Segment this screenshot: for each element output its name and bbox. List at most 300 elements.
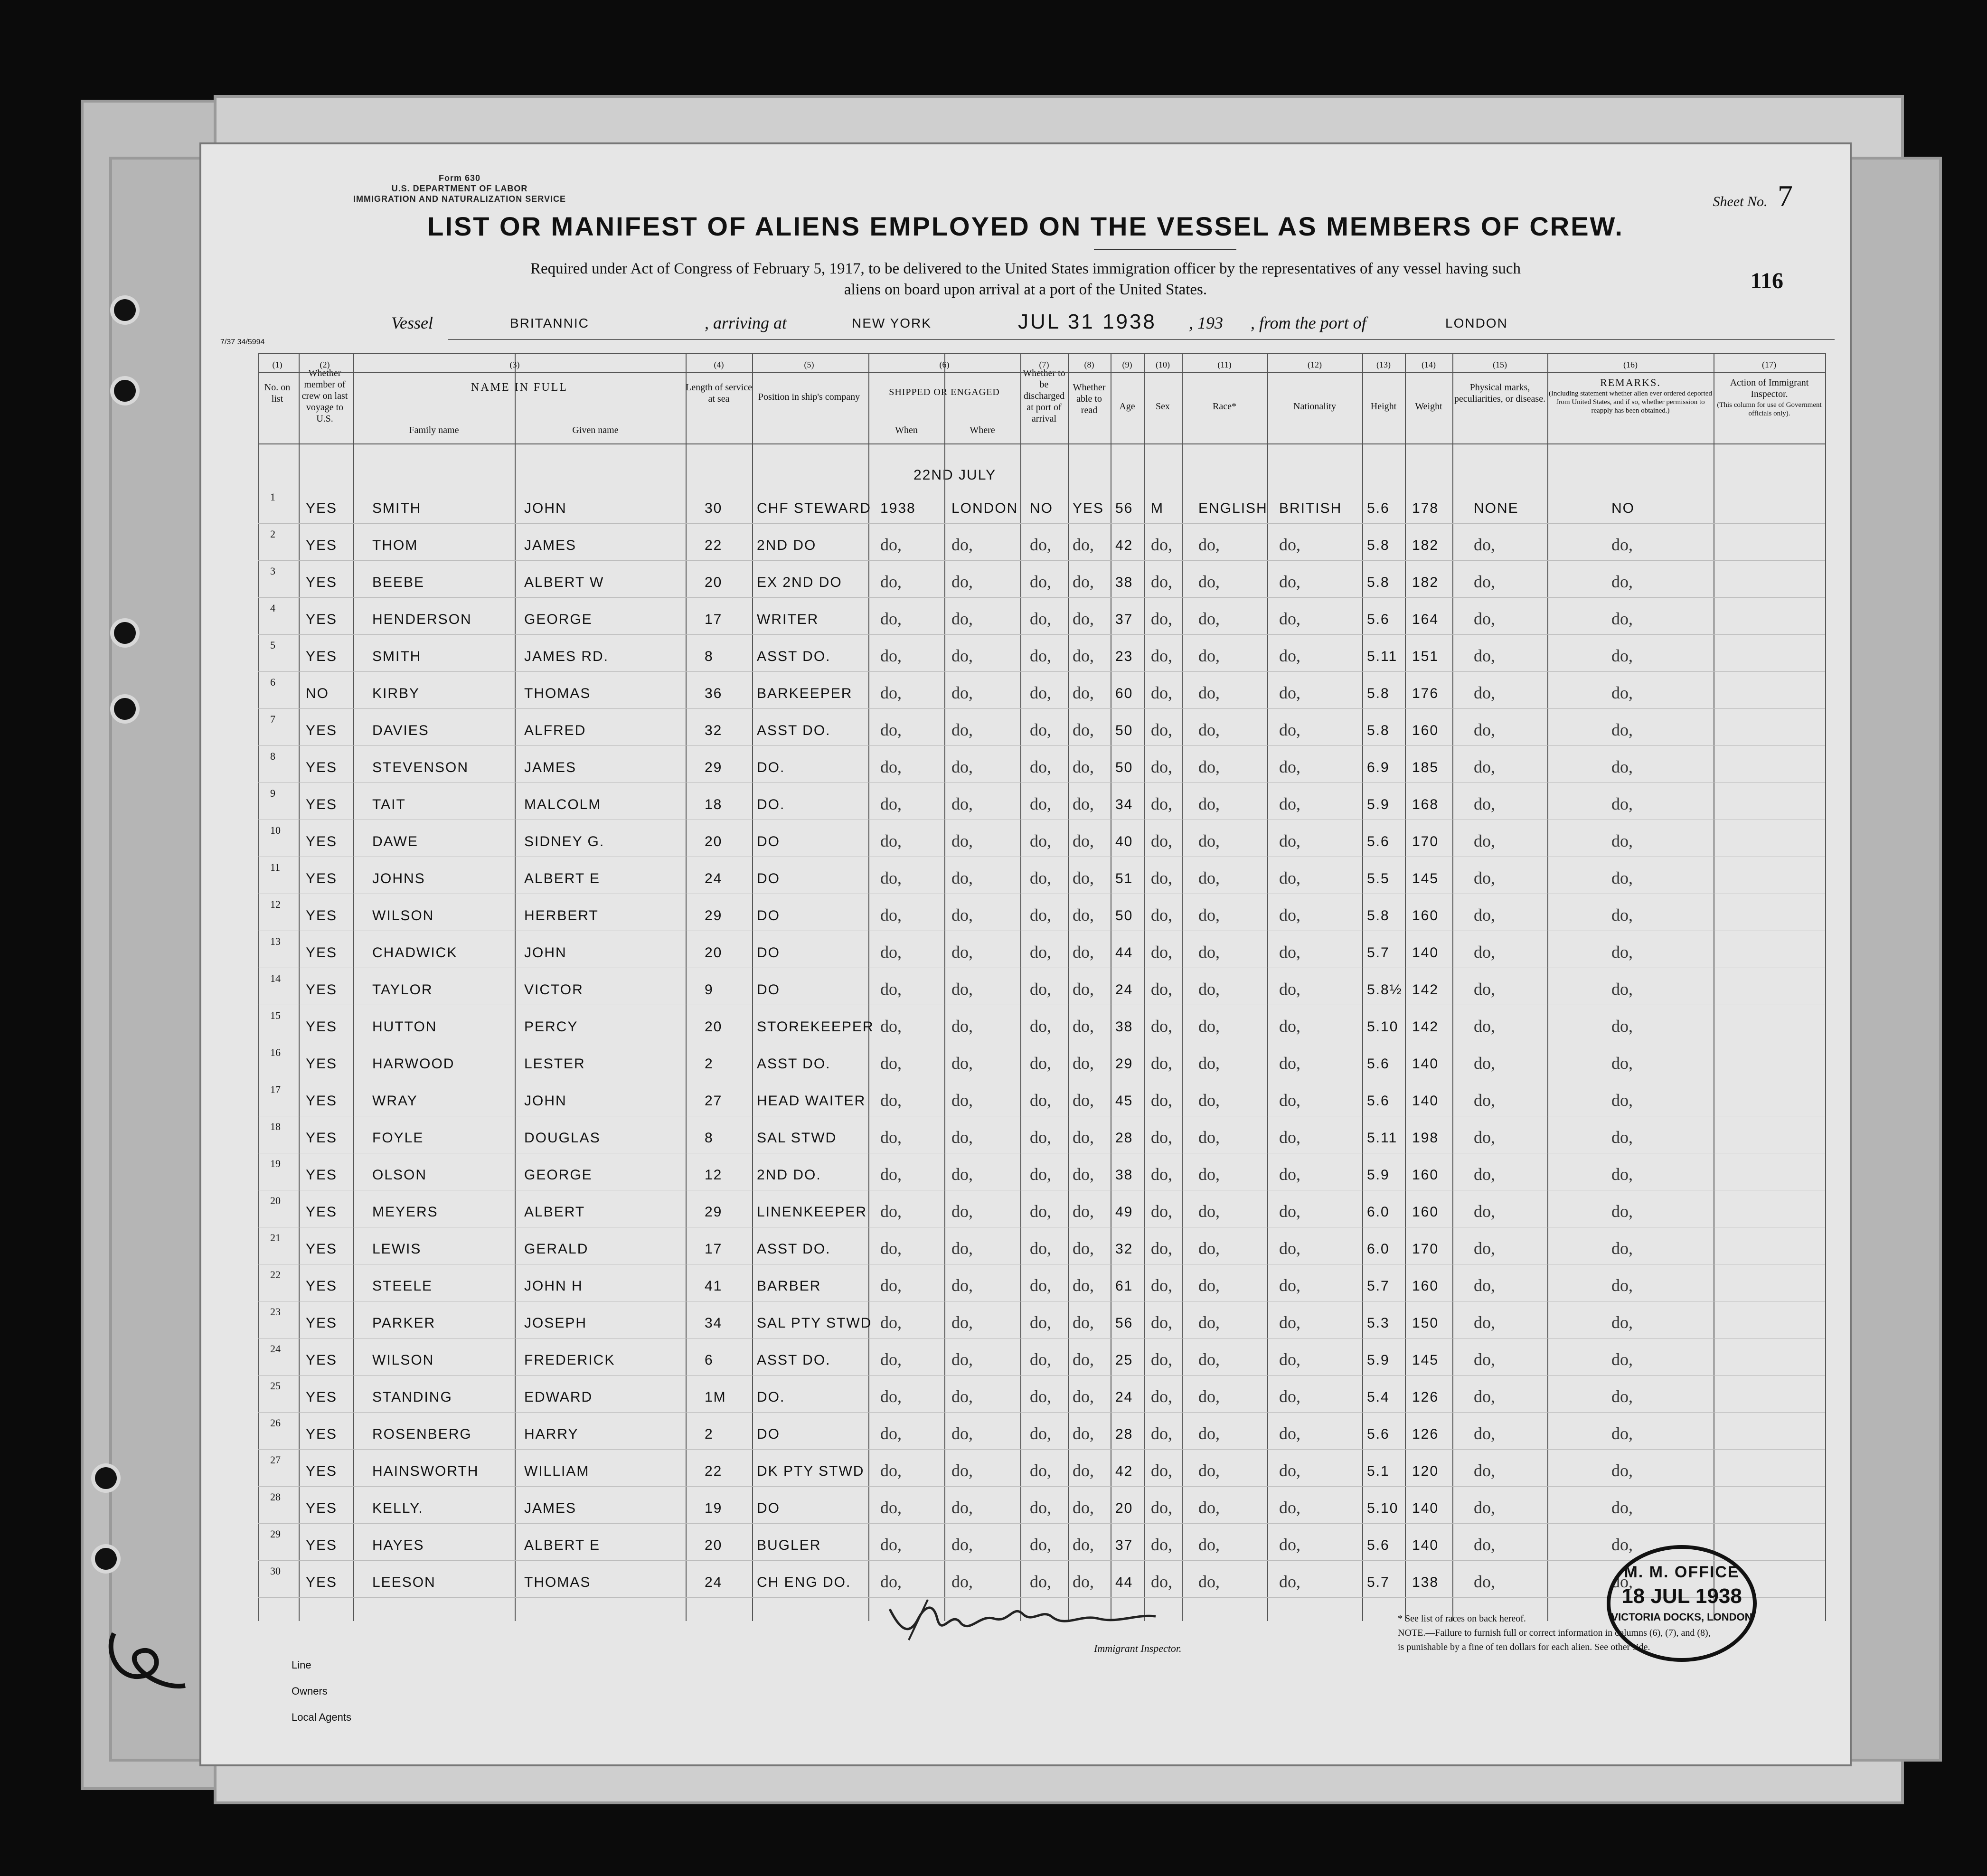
length-of-service: 34 [705,1315,723,1331]
family-name: WILSON [372,1352,434,1368]
row-number: 25 [270,1380,281,1392]
remarks: do, [1611,1128,1633,1147]
subtitle-line-2: aliens on board upon arrival at a port of the United States. [844,281,1207,298]
given-name: HARRY [524,1426,579,1442]
shipped-when: do, [880,1276,902,1295]
length-of-service: 12 [705,1167,723,1183]
shipped-when: do, [880,1387,902,1406]
race: do, [1198,868,1220,887]
shipped-when: do, [880,1054,902,1073]
length-of-service: 29 [705,908,723,924]
weight: 120 [1412,1463,1439,1479]
header-height: Height [1370,401,1397,412]
member-last-voyage: YES [306,1241,338,1257]
physical-marks: do, [1474,1276,1495,1295]
sex: do, [1151,646,1172,665]
stamp-office: M. M. OFFICE [1624,1563,1740,1581]
weight: 145 [1412,871,1439,886]
sex: do, [1151,757,1172,776]
position: DO [757,1500,780,1516]
member-last-voyage: YES [306,760,338,775]
able-to-read: do, [1073,757,1094,776]
weight: 138 [1412,1574,1439,1590]
shipped-where: do, [951,1054,973,1073]
age: 44 [1115,1574,1133,1590]
race: do, [1198,905,1220,924]
shipped-when: do, [880,535,902,554]
column-number: (3) [509,360,520,369]
position: LINENKEEPER [757,1204,867,1220]
table-row [258,713,1825,755]
weight: 160 [1412,1204,1439,1220]
row-number: 10 [270,824,281,836]
remarks: do, [1611,535,1633,554]
discharged: do, [1030,1350,1051,1369]
nationality: do, [1279,868,1300,887]
able-to-read: do, [1073,609,1094,628]
member-last-voyage: YES [306,537,338,553]
table-row [258,1232,1825,1273]
column-number: (16) [1623,360,1638,369]
position: DO [757,982,780,998]
given-name: JAMES [524,760,577,775]
shipped-where: do, [951,1387,973,1406]
table-row [258,676,1825,718]
age: 44 [1115,945,1133,961]
nationality: do, [1279,1091,1300,1110]
discharged: do, [1030,831,1051,850]
given-name: THOMAS [524,686,591,701]
remarks: do, [1611,609,1633,628]
arriving-label: , arriving at [705,313,787,332]
age: 37 [1115,612,1133,627]
nationality: do, [1279,1313,1300,1332]
height: 6.0 [1367,1241,1390,1257]
column-number: (1) [272,360,283,369]
able-to-read: do, [1073,646,1094,665]
row-number: 27 [270,1454,281,1466]
age: 50 [1115,723,1133,738]
table-row [258,1084,1825,1125]
row-number: 23 [270,1306,281,1318]
shipped-where: LONDON [951,500,1018,516]
header-given-name: Given name [572,425,619,435]
height: 5.6 [1367,1056,1390,1072]
binder-hole [114,299,136,321]
given-name: JOHN [524,1093,567,1109]
row-number: 17 [270,1084,281,1095]
binder-hole [114,698,136,720]
remarks: do, [1611,1424,1633,1443]
height: 5.5 [1367,871,1390,886]
race: do, [1198,535,1220,554]
height: 6.0 [1367,1204,1390,1220]
column-number: (8) [1084,360,1094,369]
shipped-when: do, [880,1239,902,1258]
race: do, [1198,1165,1220,1184]
age: 32 [1115,1241,1133,1257]
nationality: do, [1279,1461,1300,1480]
length-of-service: 22 [705,537,723,553]
remarks: do, [1611,1017,1633,1036]
age: 45 [1115,1093,1133,1109]
height: 5.9 [1367,1352,1390,1368]
nationality: do, [1279,943,1300,962]
weight: 160 [1412,1278,1439,1294]
member-last-voyage: YES [306,1278,338,1294]
position: ASST DO. [757,1241,831,1257]
remarks: do, [1611,794,1633,813]
nationality: do, [1279,1535,1300,1554]
position: EX 2ND DO [757,575,842,590]
header-discharged: Whether to be discharged at port of arrival [1023,368,1065,424]
remarks: do, [1611,1276,1633,1295]
height: 5.8 [1367,537,1390,553]
inspector-label: Immigrant Inspector. [1094,1642,1182,1654]
race: do, [1198,1535,1220,1554]
family-name: JOHNS [372,871,425,886]
sex: do, [1151,1572,1172,1591]
shipped-when: do, [880,1165,902,1184]
able-to-read: do, [1073,1535,1094,1554]
member-last-voyage: YES [306,1389,338,1405]
remarks: do, [1611,1350,1633,1369]
length-of-service: 19 [705,1500,723,1516]
age: 42 [1115,537,1133,553]
weight: 140 [1412,1093,1439,1109]
position: CHF STEWARD [757,500,871,516]
header-action: Action of Immigrant Inspector. [1730,377,1809,399]
physical-marks: do, [1474,980,1495,999]
row-number: 24 [270,1343,281,1355]
position: DO [757,1426,780,1442]
member-last-voyage: YES [306,834,338,849]
shipped-when: do, [880,980,902,999]
height: 5.9 [1367,1167,1390,1183]
table-row [258,1343,1825,1385]
header-nationality: Nationality [1293,401,1336,412]
sex: do, [1151,1387,1172,1406]
header-family-name: Family name [409,425,459,435]
able-to-read: do, [1073,831,1094,850]
age: 38 [1115,1167,1133,1183]
remarks: do, [1611,1387,1633,1406]
sex: do, [1151,1276,1172,1295]
remarks: do, [1611,646,1633,665]
table-row [258,1121,1825,1162]
header-shipped: SHIPPED OR ENGAGED [889,387,1000,397]
shipped-where: do, [951,794,973,813]
header-sex: Sex [1156,401,1170,412]
race: do, [1198,1128,1220,1147]
shipped-when: do, [880,943,902,962]
race: do, [1198,1054,1220,1073]
given-name: GEORGE [524,612,593,627]
shipped-when: do, [880,609,902,628]
length-of-service: 20 [705,1537,723,1553]
length-of-service: 29 [705,760,723,775]
shipped-when: do, [880,757,902,776]
table-row [258,972,1825,1014]
able-to-read: do, [1073,1091,1094,1110]
table-row [258,1046,1825,1088]
discharged: do, [1030,905,1051,924]
column-number: (14) [1422,360,1436,369]
position: DO [757,945,780,961]
nationality: do, [1279,905,1300,924]
able-to-read: do, [1073,1424,1094,1443]
nationality: do, [1279,720,1300,739]
header-able-read: Whether able to read [1073,382,1106,415]
height: 5.9 [1367,797,1390,812]
nationality: BRITISH [1279,500,1342,516]
member-last-voyage: YES [306,1130,338,1146]
nationality: do, [1279,609,1300,628]
physical-marks: do, [1474,572,1495,591]
physical-marks: do, [1474,1165,1495,1184]
given-name: VICTOR [524,982,584,998]
shipped-where: do, [951,1424,973,1443]
vessel-label: Vessel [391,313,433,332]
race: do, [1198,683,1220,702]
table-row [258,491,1825,533]
family-name: KIRBY [372,686,420,701]
shipped-when: do, [880,1424,902,1443]
column-number: (11) [1217,360,1232,369]
shipped-where: do, [951,905,973,924]
shipped-where: do, [951,1276,973,1295]
column-number: (12) [1308,360,1322,369]
race: do, [1198,1350,1220,1369]
age: 61 [1115,1278,1133,1294]
age: 24 [1115,982,1133,998]
table-row [258,824,1825,866]
member-last-voyage: YES [306,871,338,886]
shipped-where: do, [951,683,973,702]
weight: 140 [1412,1056,1439,1072]
column-number: (2) [320,360,330,369]
physical-marks: do, [1474,757,1495,776]
weight: 151 [1412,649,1439,664]
binder-hole [114,380,136,402]
remarks: do, [1611,1498,1633,1517]
length-of-service: 24 [705,871,723,886]
weight: 185 [1412,760,1439,775]
height: 5.6 [1367,1093,1390,1109]
weight: 164 [1412,612,1439,627]
row-number: 18 [270,1121,281,1132]
age: 51 [1115,871,1133,886]
sex: do, [1151,1054,1172,1073]
family-name: DAWE [372,834,418,849]
given-name: JOHN H [524,1278,583,1294]
height: 5.6 [1367,500,1390,516]
age: 56 [1115,500,1133,516]
race: do, [1198,794,1220,813]
able-to-read: do, [1073,683,1094,702]
nationality: do, [1279,1387,1300,1406]
position: DO. [757,797,785,812]
physical-marks: do, [1474,535,1495,554]
title-rule [1094,249,1236,250]
weight: 142 [1412,982,1439,998]
physical-marks: do, [1474,1572,1495,1591]
given-name: ALBERT E [524,1537,600,1553]
table-row [258,1158,1825,1199]
physical-marks: NONE [1474,500,1519,516]
column-number: (7) [1039,360,1049,369]
row-number: 4 [270,602,275,614]
shipped-where: do, [951,1535,973,1554]
able-to-read: do, [1073,1572,1094,1591]
height: 5.11 [1367,1130,1398,1146]
member-last-voyage: YES [306,1463,338,1479]
shipped-when: do, [880,646,902,665]
sex: do, [1151,1535,1172,1554]
shipped-where: do, [951,572,973,591]
discharged: do, [1030,1424,1051,1443]
member-last-voyage: YES [306,649,338,664]
header-remarks-note: (Including statement whether alien ever ordered deported from United States, and if so, whether permission to reapply has been obtained.) [1548,390,1713,415]
family-name: BEEBE [372,575,425,590]
race: do, [1198,1498,1220,1517]
shipped-where: do, [951,980,973,999]
length-of-service: 17 [705,612,723,627]
sheet-value: 7 [1778,179,1793,213]
sex: do, [1151,720,1172,739]
shipped-when: do, [880,1017,902,1036]
shipped-when: 1938 [880,500,916,516]
family-name: STANDING [372,1389,452,1405]
length-of-service: 36 [705,686,723,701]
position: 2ND DO [757,537,817,553]
shipped-when: do, [880,831,902,850]
shipped-when: do, [880,1461,902,1480]
table-row [258,1380,1825,1422]
footnote-line-2: NOTE.—Failure to furnish full or correct information in columns (6), (7), and (8), [1398,1628,1711,1638]
shipped-when: do, [880,1202,902,1221]
page-title: LIST OR MANIFEST OF ALIENS EMPLOYED ON THE VESSEL AS MEMBERS OF CREW. [427,211,1624,241]
row-number: 11 [270,861,281,873]
age: 38 [1115,575,1133,590]
row-number: 26 [270,1417,281,1429]
height: 6.9 [1367,760,1390,775]
family-name: HUTTON [372,1019,437,1035]
page-number: 116 [1750,268,1783,293]
race: do, [1198,757,1220,776]
binder-hole [114,622,136,644]
discharged: do, [1030,1461,1051,1480]
height: 5.7 [1367,1278,1390,1294]
service: IMMIGRATION AND NATURALIZATION SERVICE [353,194,566,204]
from-label: , from the port of [1251,313,1366,332]
remarks: do, [1611,1054,1633,1073]
member-last-voyage: YES [306,982,338,998]
family-name: TAYLOR [372,982,433,998]
member-last-voyage: YES [306,1167,338,1183]
age: 42 [1115,1463,1133,1479]
shipped-when: do, [880,1498,902,1517]
from-port: LONDON [1445,316,1508,330]
sex: do, [1151,943,1172,962]
shipped-where: do, [951,1313,973,1332]
physical-marks: do, [1474,1239,1495,1258]
age: 38 [1115,1019,1133,1035]
nationality: do, [1279,1498,1300,1517]
able-to-read: do, [1073,794,1094,813]
able-to-read: do, [1073,1313,1094,1332]
given-name: MALCOLM [524,797,602,812]
shipped-where: do, [951,1165,973,1184]
weight: 126 [1412,1426,1439,1442]
table-row [258,1528,1825,1570]
able-to-read: do, [1073,535,1094,554]
shipped-where: do, [951,535,973,554]
height: 5.11 [1367,649,1398,664]
physical-marks: do, [1474,1350,1495,1369]
physical-marks: do, [1474,1202,1495,1221]
shipped-when: do, [880,1091,902,1110]
member-last-voyage: YES [306,1056,338,1072]
member-last-voyage: YES [306,1426,338,1442]
row-number: 28 [270,1491,281,1503]
member-last-voyage: NO [306,686,329,701]
race: do, [1198,1239,1220,1258]
table-row [258,1009,1825,1051]
row-number: 29 [270,1528,281,1540]
given-name: WILLIAM [524,1463,590,1479]
remarks: do, [1611,1535,1633,1554]
shipped-when: do, [880,868,902,887]
able-to-read: do, [1073,943,1094,962]
given-name: JOSEPH [524,1315,587,1331]
nationality: do, [1279,683,1300,702]
given-name: GERALD [524,1241,589,1257]
header-age: Age [1119,401,1135,412]
shipped-when: do, [880,794,902,813]
header-length-service: Length of service at sea [686,382,752,404]
position: ASST DO. [757,723,831,738]
weight: 170 [1412,1241,1439,1257]
given-name: JOHN [524,500,567,516]
family-name: CHADWICK [372,945,458,961]
physical-marks: do, [1474,646,1495,665]
shipped-when: do, [880,1572,902,1591]
given-name: JAMES [524,537,577,553]
position: 2ND DO. [757,1167,821,1183]
able-to-read: do, [1073,1054,1094,1073]
sex: do, [1151,683,1172,702]
table-row [258,1491,1825,1533]
height: 5.8 [1367,686,1390,701]
row-number: 19 [270,1158,281,1169]
physical-marks: do, [1474,1091,1495,1110]
family-name: KELLY. [372,1500,424,1516]
sex: do, [1151,1313,1172,1332]
table-row [258,1417,1825,1459]
subtitle-line-1: Required under Act of Congress of February 5, 1917, to be delivered to the United States immigration officer by the representatives of any vessel having such [530,260,1521,277]
column-number: (15) [1493,360,1507,369]
member-last-voyage: YES [306,500,338,516]
discharged: do, [1030,1017,1051,1036]
sex: do, [1151,868,1172,887]
nationality: do, [1279,1572,1300,1591]
length-of-service: 8 [705,649,714,664]
nationality: do, [1279,1054,1300,1073]
row-number: 1 [270,491,275,503]
position: ASST DO. [757,1352,831,1368]
given-name: DOUGLAS [524,1130,601,1146]
